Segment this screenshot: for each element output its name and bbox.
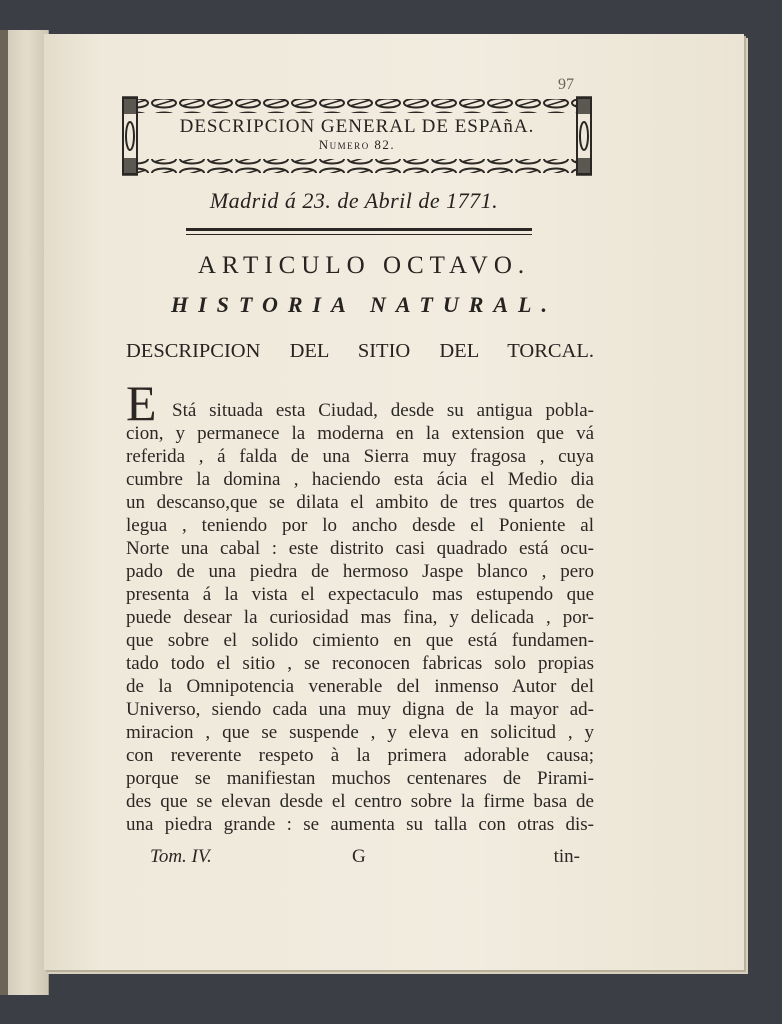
- body-line: porque se manifiestan muchos centenares de Pirami-: [126, 768, 594, 789]
- book-page: [44, 34, 744, 970]
- section-heading: HISTORIA NATURAL.: [171, 292, 557, 317]
- ornamental-banner: [122, 96, 592, 176]
- heavy-divider-rule: [186, 228, 532, 231]
- body-line: legua , teniendo por lo ancho desde el Poniente al: [126, 515, 594, 536]
- body-line: tado todo el sitio , se reconocen fabricas solo propias: [126, 653, 594, 674]
- body-line: des que se elevan desde el centro sobre la firme basa de: [126, 791, 594, 812]
- signature-mark: G: [352, 846, 366, 867]
- body-line: presenta á la vista el expectaculo mas estupendo que: [126, 584, 594, 605]
- description-heading: DESCRIPCION DEL SITIO DEL TORCAL.: [126, 340, 594, 362]
- dateline: Madrid á 23. de Abril de 1771.: [209, 188, 499, 213]
- page-footer: [150, 846, 580, 870]
- body-line: miracion , que se suspende , y eleva en solicitud , y: [126, 722, 594, 743]
- volume-label: Tom. IV.: [150, 846, 212, 867]
- body-line: puede desear la curiosidad mas fina, y delicada , por-: [126, 607, 594, 628]
- body-line: una piedra grande : se aumenta su talla con otras dis-: [126, 814, 594, 835]
- body-line: Universo, siendo cada una muy digna de la mayor ad-: [126, 699, 594, 720]
- left-page-edge: [0, 30, 49, 995]
- body-line: que sobre el solido cimiento en que está fundamen-: [126, 630, 594, 651]
- thin-divider-rule: [186, 234, 532, 235]
- drop-cap: E: [126, 375, 157, 431]
- page-number: 97: [558, 76, 574, 93]
- body-line: cion, y permanece la moderna en la extension que vá: [126, 423, 594, 444]
- book-binding: [0, 30, 8, 995]
- body-text: [126, 399, 594, 836]
- body-line: un descanso,que se dilata el ambito de tres quartos de: [126, 492, 594, 513]
- body-line: de la Omnipotencia venerable del inmenso Autor del: [126, 676, 594, 697]
- body-line: con reverente respeto à la primera adorable causa;: [126, 745, 594, 766]
- body-line: Norte una cabal : este distrito casi quadrado está ocu-: [126, 538, 594, 559]
- issue-number: Numero 82.: [318, 137, 396, 152]
- article-heading: ARTICULO OCTAVO.: [197, 252, 531, 279]
- body-line: Stá situada esta Ciudad, desde su antigua pobla-: [172, 400, 594, 421]
- body-line: pado de una piedra de hermoso Jaspe blanco , pero: [126, 561, 594, 582]
- catchword: tin-: [553, 846, 580, 867]
- body-line: referida , á falda de una Sierra muy fragosa , cuya: [126, 446, 594, 467]
- body-line: cumbre la domina , haciendo esta ácia el Medio dia: [126, 469, 594, 490]
- publication-title: DESCRIPCION GENERAL DE ESPAñA.: [179, 116, 535, 137]
